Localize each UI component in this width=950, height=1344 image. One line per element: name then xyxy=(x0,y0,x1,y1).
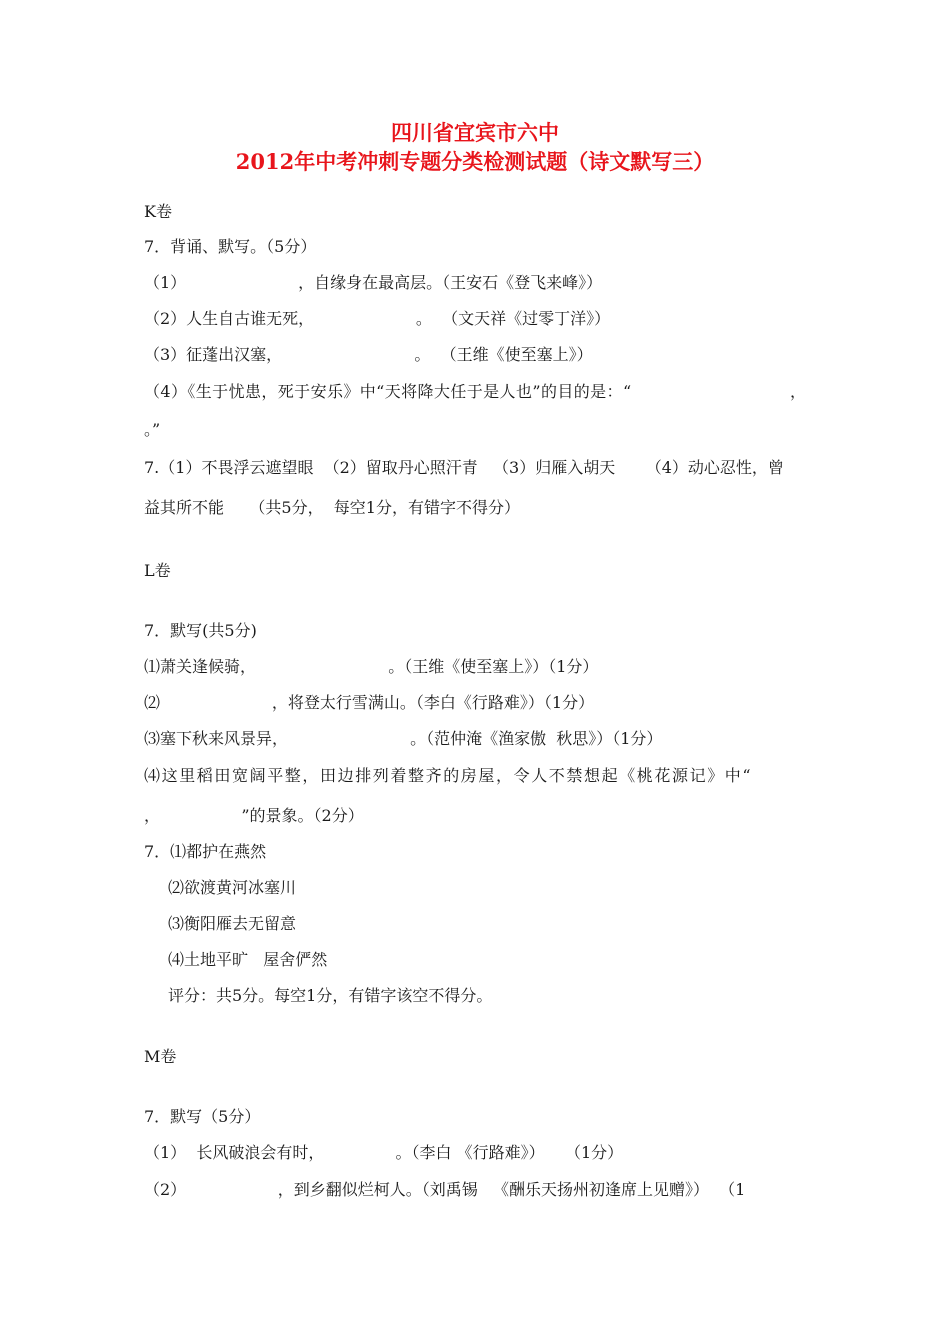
question-item: ⑴萧关逢候骑， 。（王维《使至塞上》）（1分） xyxy=(144,657,599,676)
answer-line: 益其所不能 （共5分， 每空1分，有错字不得分） xyxy=(144,498,520,517)
question-item: ⑵ ，将登太行雪满山。（李白《行路难》）（1分） xyxy=(144,693,595,712)
answer-line: 7.（1）不畏浮云遮望眼 （2）留取丹心照汗青 （3）归雁入胡天 （4）动心忍性，曾 xyxy=(144,458,784,477)
question-item-cont: ， ”的景象。（2分） xyxy=(144,806,364,825)
title-exam: 2012年中考冲刺专题分类检测试题（诗文默写三） xyxy=(235,149,715,174)
title-school: 四川省宜宾市六中 xyxy=(391,120,559,145)
question-heading: 7．默写（5分） xyxy=(144,1107,261,1126)
question-item: （3）征蓬出汉塞， 。 （王维《使至塞上》） xyxy=(144,345,593,364)
question-heading: 7．背诵、默写。（5分） xyxy=(144,237,317,256)
question-heading: 7．默写(共5分) xyxy=(144,621,257,640)
scoring-note: 评分：共5分。每空1分，有错字该空不得分。 xyxy=(168,986,493,1005)
section-label: L卷 xyxy=(144,561,171,580)
question-item: （1） ，自缘身在最高层。（王安石《登飞来峰》） xyxy=(144,273,603,292)
question-item-end: 。” xyxy=(144,420,161,439)
question-item: （2）人生自古谁无死， 。 （文天祥《过零丁洋》） xyxy=(144,309,611,328)
question-item: ⑷这里稻田宽阔平整，田边排列着整齐的房屋，令人不禁想起《桃花源记》中“ xyxy=(144,766,753,785)
answer-line: 7．⑴都护在燕然 xyxy=(144,842,267,861)
section-label: K卷 xyxy=(144,202,172,221)
answer-line: ⑷土地平旷 屋舍俨然 xyxy=(168,950,328,969)
question-item-comma: ， xyxy=(790,382,807,401)
question-item: ⑶塞下秋来风景异， 。（范仲淹《渔家傲 秋思》）（1分） xyxy=(144,729,663,748)
answer-line: ⑶衡阳雁去无留意 xyxy=(168,914,297,933)
question-item: （2） ，到乡翻似烂柯人。（刘禹锡 《酬乐天扬州初逢席上见赠》） （1 xyxy=(144,1180,746,1199)
question-item: （1） 长风破浪会有时， 。（李白 《行路难》） （1分） xyxy=(144,1143,624,1162)
answer-line: ⑵欲渡黄河冰塞川 xyxy=(168,878,297,897)
section-label: M卷 xyxy=(144,1047,177,1066)
question-item: （4）《生于忧患，死于安乐》中“天将降大任于是人也”的目的是：“ xyxy=(144,382,632,401)
